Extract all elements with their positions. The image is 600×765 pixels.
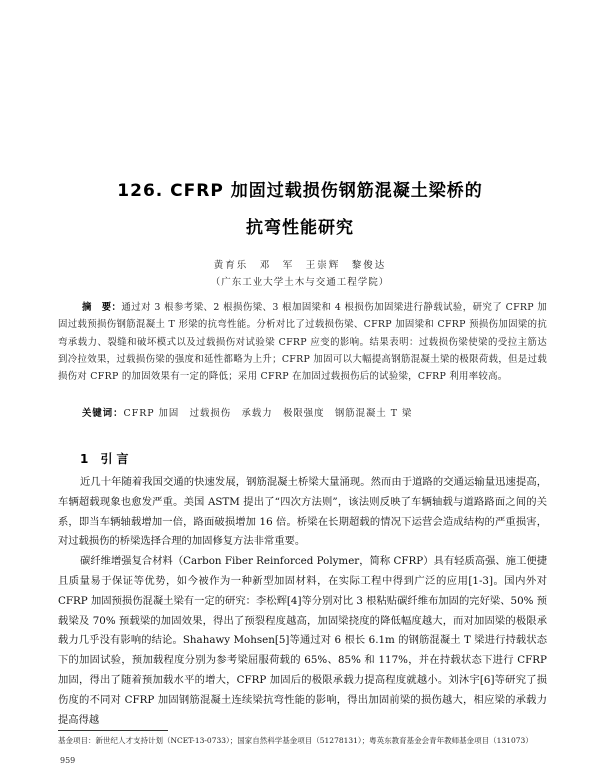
author-list: 黄育乐 邓 军 王崇辉 黎俊达 bbox=[213, 260, 387, 271]
keywords-text: CFRP 加固 过载损伤 承载力 极限强度 钢筋混凝土 T 梁 bbox=[123, 408, 413, 419]
body-paragraph: 碳纤维增强复合材料（Carbon Fiber Reinforced Polymer，简称 CFRP）具有轻质高强、施工便捷且质量易于保证等优势，如今被作为一种新型加固材料，在实际工程中得到广泛的应用[1-3]。国内外对 CFRP 加固预损伤混凝土梁有一定的研究：李松辉[4]等分别对比 3 根粘贴碳纤维布加固的完好梁、50% 预载梁及 70% 预载梁的加固效果，得出了预裂程度越高，加固梁挠度的降低幅度越大，而对加固梁的极限承载力几乎没有影响的结论。Shahawy Mohsen[5]等通过对 6 根长 6.1m 的钢筋混凝土 T 梁进行持载状态下的加固试验，预加载程度分别为参考梁屈服荷载的 65%、85% 和 117%，并在持载状态下进行 CFRP 加固，得出了随着预加载水平的增大，CFRP 加固后的极限承载力提高程度就越小。刘沐宇[6]等研究了损伤度的不同对 CFRP 加固钢筋混凝土连续梁抗弯性能的影响，得出加固前梁的损伤越大，相应梁的承载力提高得越 bbox=[58, 555, 547, 726]
paper-title-line-2: 抗弯性能研究 bbox=[246, 218, 354, 238]
section-title: 引言 bbox=[100, 452, 133, 466]
abstract bbox=[58, 299, 547, 385]
section-heading bbox=[80, 450, 133, 467]
paper-title-line-1: 126. CFRP 加固过载损伤钢筋混凝土梁桥的 bbox=[117, 181, 483, 201]
author-affiliation: （广东工业大学土木与交通工程学院） bbox=[210, 277, 390, 288]
funding-footnote: 基金项目：新世纪人才支持计划（NCET-13-0733）；国家自然科学基金项目（51278131）；粤英东教育基金会青年教师基金项目（131073） bbox=[58, 736, 533, 745]
footnote-divider bbox=[58, 730, 168, 731]
abstract-text: 通过对 3 根参考梁、2 根损伤梁、3 根加固梁和 4 根损伤加固梁进行静载试验，研究了 CFRP 加固过载预损伤钢筋混凝土 T 形梁的抗弯性能。分析对比了过载损伤梁、CFRP 加固梁和 CFRP 预损伤加固梁的抗弯承载力、裂缝和破坏模式以及过载损伤对试验梁 CFRP 应变的影响。结果表明：过载损伤梁使梁的受拉主筋达到冷拉效果，过载损伤梁的强度和延性都略为上升；CFRP 加固可以大幅提高钢筋混凝土梁的极限荷载，但是过载损伤对 CFRP 的加固效果有一定的降低；采用 CFRP 在加固过载损伤后的试验梁，CFRP 利用率较高。 bbox=[58, 302, 548, 383]
body-paragraph: 近几十年随着我国交通的快速发展，钢筋混凝土桥梁大量涌现。然而由于道路的交通运输量迅速提高，车辆超载现象也愈发严重。美国 ASTM 提出了“四次方法则”，该法则反映了车辆轴载与道路路面之间的关系，即当车辆轴载增加一倍，路面破损增加 16 倍。桥梁在长期超载的情况下运营会造成结构的严重损害，对过载损伤的桥梁选择合理的加固修复方法非常重要。 bbox=[58, 476, 547, 548]
keywords-label: 关键词： bbox=[82, 408, 124, 419]
page-number: 959 bbox=[60, 756, 76, 765]
body-text bbox=[58, 473, 547, 730]
abstract-label: 摘 要： bbox=[82, 302, 122, 313]
section-number: 1 bbox=[80, 452, 93, 466]
keywords bbox=[82, 405, 547, 419]
